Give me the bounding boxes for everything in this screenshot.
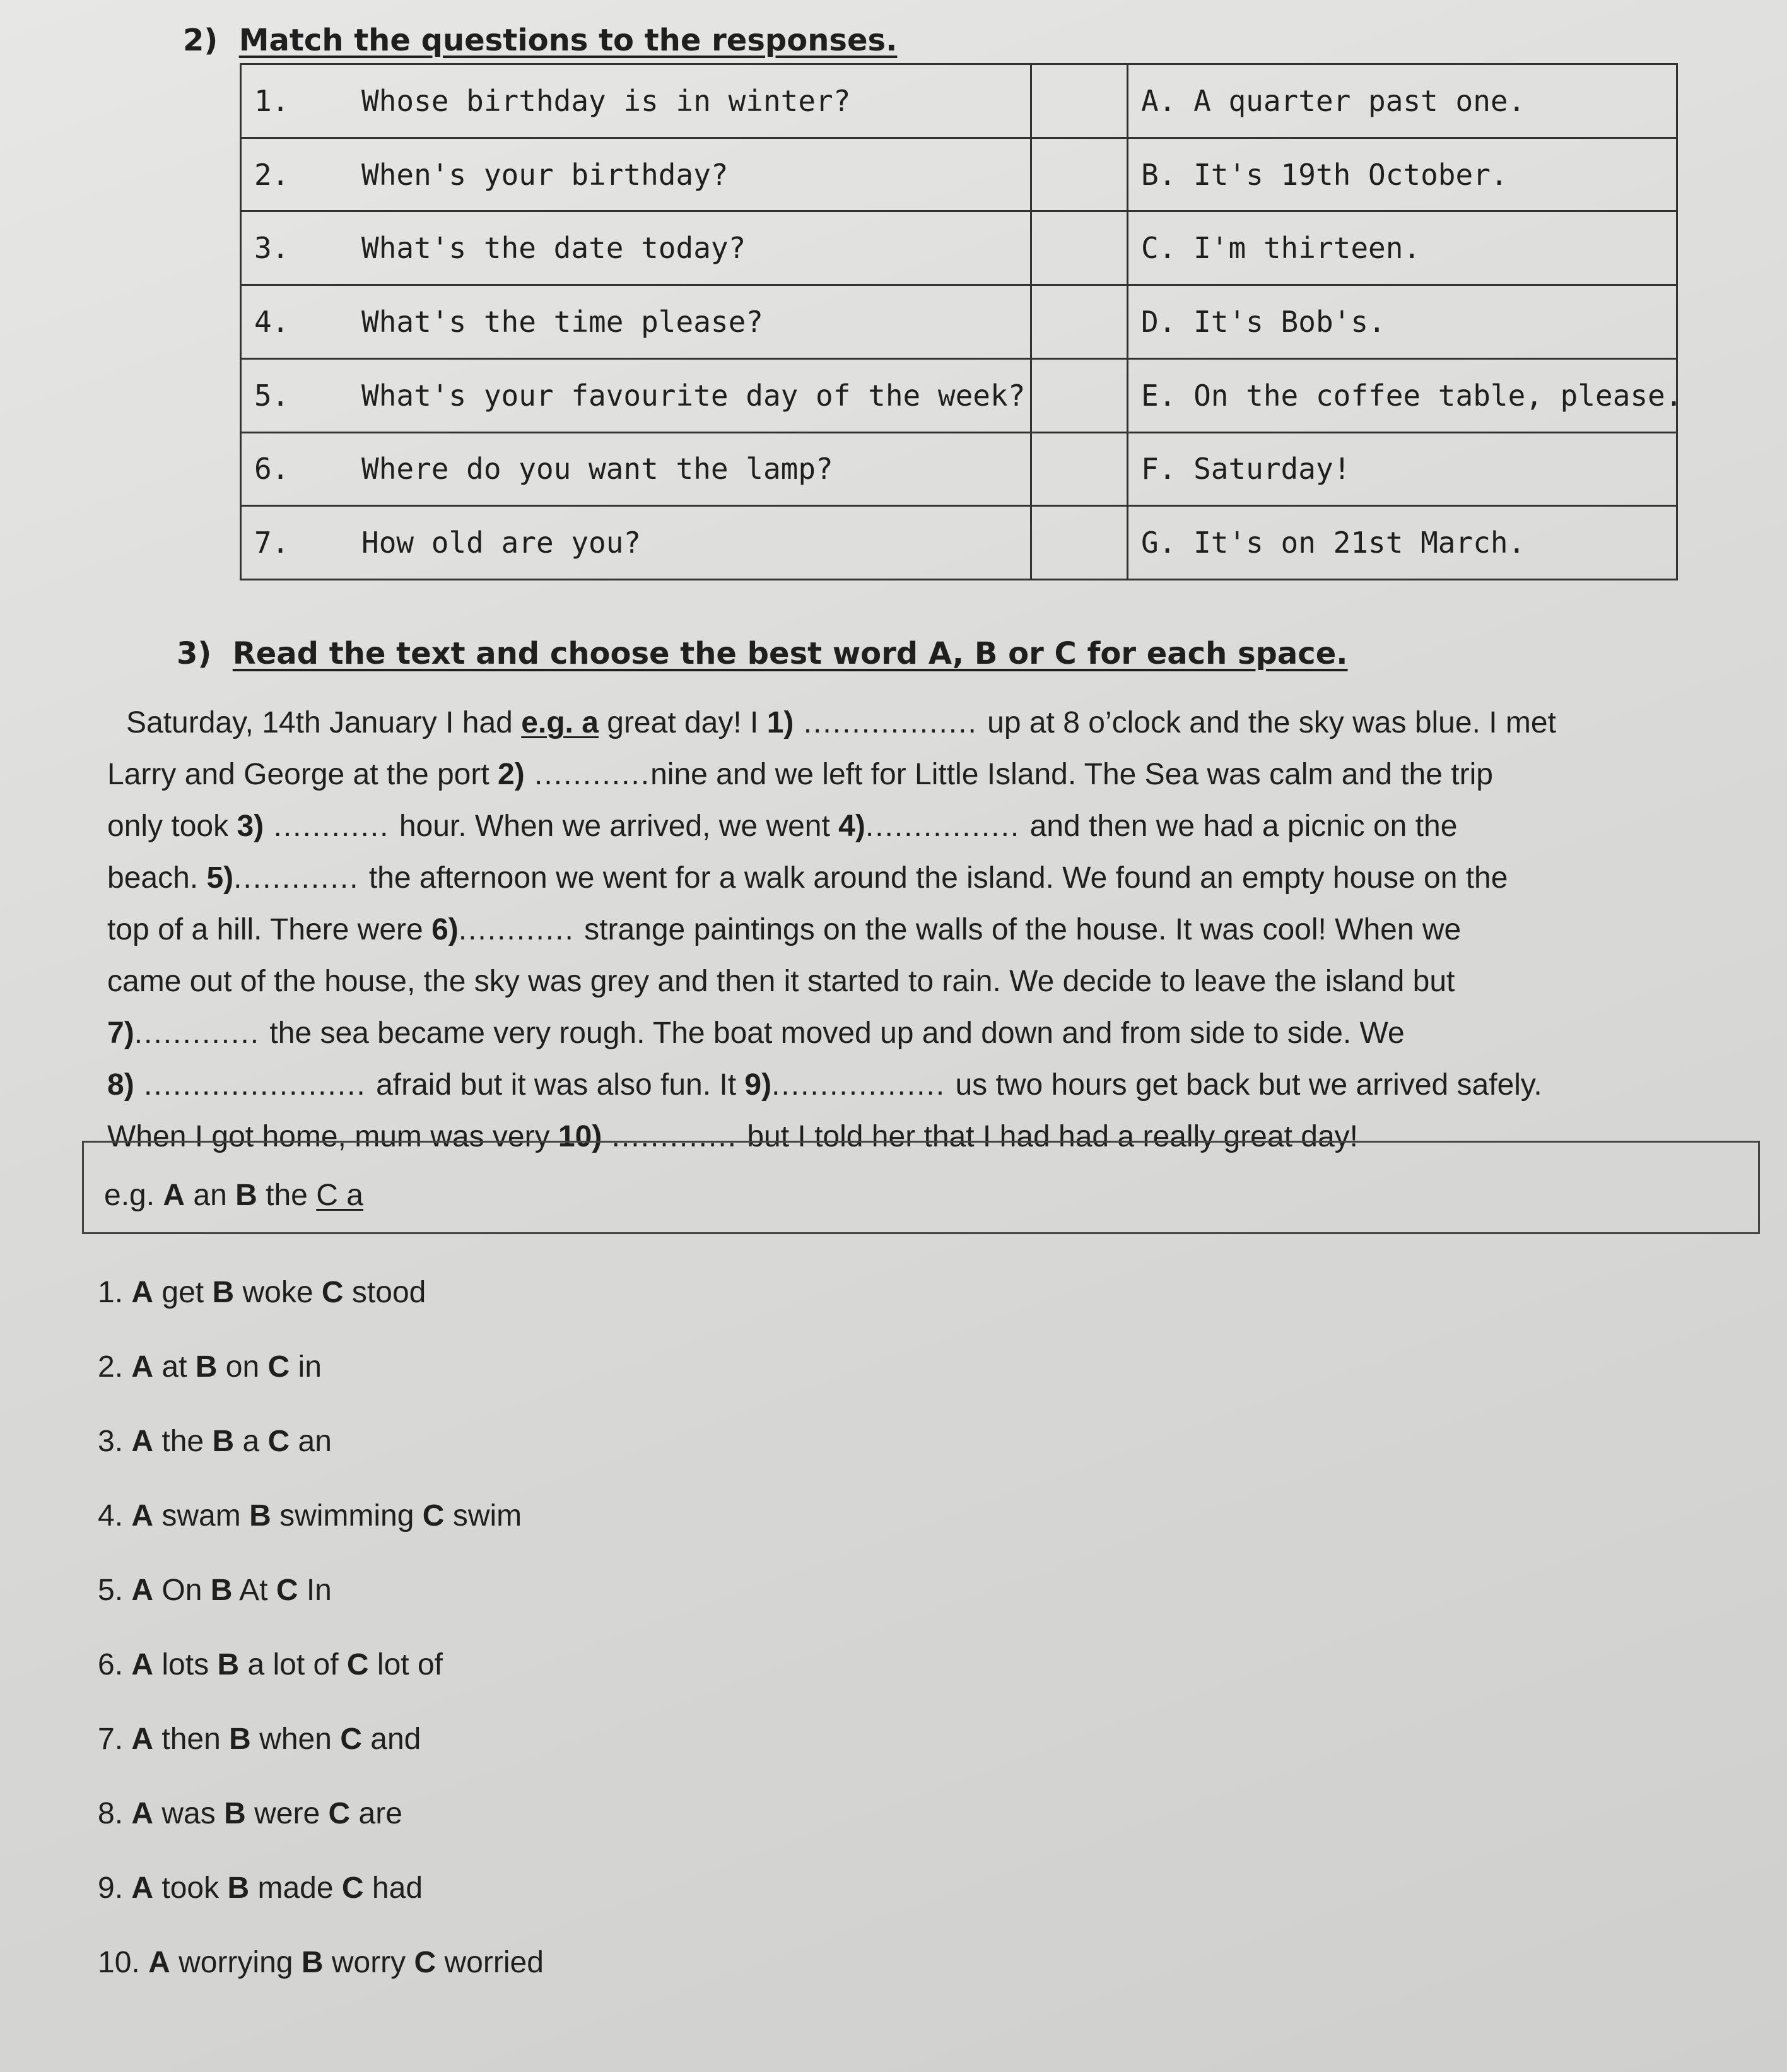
- gap-number: 7): [107, 1016, 134, 1050]
- spacer: [153, 1722, 161, 1756]
- answer-options-list: [98, 1256, 544, 2000]
- option-row: [98, 1628, 544, 1702]
- question-cell: [241, 138, 1031, 211]
- spacer: [323, 1946, 331, 1979]
- passage-text: great day! I: [598, 706, 767, 739]
- spacer: [339, 1648, 347, 1681]
- option-number: 10.: [98, 1946, 149, 1979]
- option-letter-b: B: [195, 1350, 218, 1384]
- option-b: swimming: [279, 1499, 414, 1533]
- spacer: [234, 1425, 242, 1458]
- question-number: 3.: [254, 231, 290, 266]
- section-3-instruction: Read the text and choose the best word A, B or C for each space.: [232, 636, 1348, 671]
- passage-text: nine and we left for Little Island. The Sea was calm and the trip: [650, 758, 1493, 791]
- passage-text: us two hours get back but we arrived safely.: [955, 1068, 1542, 1102]
- spacer: [313, 1276, 322, 1309]
- example-box: [82, 1141, 1760, 1234]
- response-cell: F. Saturday!: [1128, 432, 1677, 506]
- question-number: 1.: [254, 83, 290, 118]
- gap-blank: .............: [233, 861, 369, 895]
- answer-box[interactable]: [1031, 211, 1128, 285]
- question-text: Whose birthday is in winter?: [361, 83, 851, 118]
- match-row: [241, 64, 1677, 138]
- gap-number: 9): [744, 1068, 772, 1102]
- passage-text: but I told her that I had had a really great day!: [747, 1120, 1358, 1153]
- option-c: lot of: [377, 1648, 443, 1681]
- spacer: [259, 1350, 267, 1384]
- section-3-heading: [177, 636, 1348, 671]
- passage-line: [107, 1008, 1722, 1059]
- option-letter-c: C: [341, 1871, 364, 1905]
- gap-blank: .............: [602, 1120, 747, 1153]
- option-letter-c: C: [267, 1350, 290, 1384]
- option-c: an: [298, 1425, 332, 1458]
- option-letter-a: A: [131, 1499, 154, 1533]
- spacer: [364, 1871, 372, 1905]
- gap-blank: ............: [458, 913, 585, 946]
- match-row: [241, 432, 1677, 506]
- option-letter-c: C: [422, 1499, 445, 1533]
- option-c: had: [372, 1871, 423, 1905]
- answer-box[interactable]: [1031, 138, 1128, 211]
- answer-box[interactable]: [1031, 64, 1128, 138]
- passage-text: hour. When we arrived, we went: [399, 809, 839, 843]
- spacer: [153, 1276, 161, 1309]
- passage-text: the sea became very rough. The boat moved up and down and from side to side. We: [269, 1016, 1405, 1050]
- option-b: woke: [242, 1276, 313, 1309]
- option-letter-b: B: [229, 1722, 251, 1756]
- spacer: [290, 1350, 298, 1384]
- option-letter-b: B: [224, 1797, 246, 1830]
- spacer: [170, 1946, 179, 1979]
- gap-blank: ................: [865, 809, 1030, 843]
- option-a: worrying: [179, 1946, 293, 1979]
- option-row: [98, 1553, 544, 1628]
- spacer: [251, 1722, 259, 1756]
- passage-text: Larry and George at the port: [107, 758, 498, 791]
- question-text: Where do you want the lamp?: [361, 452, 833, 486]
- option-c: In: [306, 1574, 332, 1607]
- option-letter-c: C: [328, 1797, 351, 1830]
- option-letter-a: A: [131, 1797, 154, 1830]
- option-c: and: [370, 1722, 421, 1756]
- option-b: made: [257, 1871, 334, 1905]
- question-text: What's the time please?: [361, 304, 763, 339]
- spacer: [350, 1797, 358, 1830]
- option-b: a: [242, 1425, 260, 1458]
- option-number: 7.: [98, 1722, 132, 1756]
- spacer: [187, 1350, 195, 1384]
- question-cell: [241, 64, 1031, 138]
- option-row: [98, 1777, 544, 1851]
- spacer: [249, 1871, 257, 1905]
- option-a: swam: [161, 1499, 241, 1533]
- option-letter-c: C: [276, 1574, 298, 1607]
- question-text: What's your favourite day of the week?: [361, 378, 1026, 413]
- option-letter-a: A: [131, 1276, 154, 1309]
- option-a: lots: [161, 1648, 209, 1681]
- spacer: [362, 1722, 370, 1756]
- spacer: [209, 1648, 217, 1681]
- option-a: then: [161, 1722, 221, 1756]
- gap-blank: .......................: [134, 1068, 377, 1102]
- match-row: [241, 211, 1677, 285]
- passage-text: the afternoon we went for a walk around the island. We found an empty house on the: [368, 861, 1508, 895]
- example-option-a: an: [185, 1179, 236, 1212]
- option-a: at: [161, 1350, 187, 1384]
- spacer: [153, 1425, 161, 1458]
- spacer: [153, 1648, 161, 1681]
- option-letter-c: C: [321, 1276, 344, 1309]
- example-answer-c: C a: [316, 1179, 363, 1212]
- option-letter-a: A: [131, 1350, 154, 1384]
- question-text: What's the date today?: [361, 231, 746, 266]
- match-row: [241, 285, 1677, 359]
- option-row: [98, 1479, 544, 1553]
- passage-text: and then we had a picnic on the: [1029, 809, 1458, 843]
- answer-box[interactable]: [1031, 506, 1128, 580]
- spacer: [234, 1276, 242, 1309]
- option-b: a lot of: [247, 1648, 339, 1681]
- option-b: were: [254, 1797, 320, 1830]
- spacer: [414, 1499, 422, 1533]
- option-number: 4.: [98, 1499, 132, 1533]
- option-row: [98, 1256, 544, 1330]
- spacer: [232, 1574, 239, 1607]
- spacer: [290, 1425, 298, 1458]
- spacer: [332, 1722, 340, 1756]
- spacer: [298, 1574, 307, 1607]
- spacer: [153, 1574, 161, 1607]
- spacer: [202, 1574, 210, 1607]
- gap-number: 2): [498, 758, 525, 791]
- matching-table: [240, 63, 1683, 580]
- passage-line: [107, 749, 1722, 801]
- gap-blank: ............: [264, 809, 399, 843]
- spacer: [241, 1499, 249, 1533]
- option-a: get: [161, 1276, 204, 1309]
- option-row: [98, 1926, 544, 2000]
- gap-blank: ..................: [794, 706, 988, 739]
- spacer: [320, 1797, 328, 1830]
- spacer: [216, 1797, 224, 1830]
- spacer: [239, 1648, 247, 1681]
- passage-line: [107, 852, 1722, 904]
- option-row: [98, 1702, 544, 1777]
- section-2-heading: [183, 23, 897, 58]
- gap-blank: .............: [134, 1016, 270, 1050]
- question-cell: [241, 285, 1031, 359]
- passage-text: top of a hill. There were: [107, 913, 432, 946]
- option-letter-a: A: [131, 1722, 154, 1756]
- option-letter-c: C: [346, 1648, 369, 1681]
- passage-line: [107, 904, 1722, 956]
- spacer: [217, 1350, 225, 1384]
- spacer: [153, 1797, 161, 1830]
- option-a: took: [161, 1871, 220, 1905]
- example-letter-b: B: [235, 1179, 257, 1212]
- section-3-number: 3): [177, 636, 212, 671]
- passage-text: Saturday, 14th January I had: [126, 706, 522, 739]
- answer-box[interactable]: [1031, 358, 1128, 432]
- question-number: 7.: [254, 526, 290, 560]
- passage-line: [107, 801, 1722, 852]
- option-letter-a: A: [131, 1871, 154, 1905]
- option-number: 1.: [98, 1276, 132, 1309]
- question-number: 4.: [254, 304, 290, 339]
- example-prefix: e.g.: [104, 1179, 163, 1212]
- question-cell: [241, 432, 1031, 506]
- question-cell: [241, 506, 1031, 580]
- option-c: swim: [452, 1499, 522, 1533]
- option-number: 8.: [98, 1797, 132, 1830]
- question-number: 6.: [254, 452, 290, 486]
- gap-number: 8): [107, 1068, 134, 1102]
- gap-blank: ..................: [771, 1068, 956, 1102]
- option-c: stood: [351, 1276, 426, 1309]
- response-cell: C. I'm thirteen.: [1128, 211, 1677, 285]
- spacer: [246, 1797, 254, 1830]
- spacer: [406, 1946, 414, 1979]
- answer-box[interactable]: [1031, 432, 1128, 506]
- passage-line: [107, 697, 1722, 749]
- passage-text: beach.: [107, 861, 207, 895]
- gap-number: 3): [237, 809, 264, 843]
- answer-box[interactable]: [1031, 285, 1128, 359]
- spacer: [204, 1276, 212, 1309]
- option-letter-b: B: [249, 1499, 271, 1533]
- option-letter-c: C: [340, 1722, 362, 1756]
- passage-text: strange paintings on the walls of the house. It was cool! When we: [584, 913, 1462, 946]
- spacer: [153, 1871, 161, 1905]
- passage-text: afraid but it was also fun. It: [376, 1068, 745, 1102]
- match-row: [241, 506, 1677, 580]
- option-b: At: [239, 1574, 268, 1607]
- spacer: [334, 1871, 342, 1905]
- option-letter-b: B: [227, 1871, 250, 1905]
- option-a: On: [161, 1574, 202, 1607]
- match-row: [241, 138, 1677, 211]
- option-c: are: [358, 1797, 402, 1830]
- response-cell: A. A quarter past one.: [1128, 64, 1677, 138]
- example-option-b: the: [257, 1179, 317, 1212]
- option-letter-c: C: [267, 1425, 290, 1458]
- option-letter-a: A: [148, 1946, 170, 1979]
- question-text: How old are you?: [361, 526, 642, 560]
- example-answer: e.g. a: [521, 706, 599, 739]
- option-number: 6.: [98, 1648, 132, 1681]
- response-cell: G. It's on 21st March.: [1128, 506, 1677, 580]
- option-b: on: [225, 1350, 260, 1384]
- option-a: the: [161, 1425, 204, 1458]
- spacer: [219, 1871, 227, 1905]
- option-number: 9.: [98, 1871, 132, 1905]
- spacer: [271, 1499, 279, 1533]
- option-number: 5.: [98, 1574, 132, 1607]
- spacer: [259, 1425, 267, 1458]
- question-number: 2.: [254, 157, 290, 192]
- option-letter-c: C: [414, 1946, 436, 1979]
- option-letter-a: A: [131, 1574, 154, 1607]
- gap-number: 10): [558, 1120, 602, 1153]
- section-2-instruction: Match the questions to the responses.: [238, 23, 898, 58]
- option-b: worry: [331, 1946, 406, 1979]
- spacer: [153, 1499, 161, 1533]
- gap-blank: ............: [524, 758, 651, 791]
- gap-number: 5): [206, 861, 234, 895]
- gap-number: 4): [838, 809, 865, 843]
- option-row: [98, 1330, 544, 1404]
- spacer: [436, 1946, 444, 1979]
- option-number: 3.: [98, 1425, 132, 1458]
- option-c: worried: [444, 1946, 544, 1979]
- response-cell: E. On the coffee table, please.: [1128, 358, 1677, 432]
- spacer: [293, 1946, 301, 1979]
- option-row: [98, 1404, 544, 1479]
- option-letter-b: B: [212, 1425, 235, 1458]
- spacer: [267, 1574, 276, 1607]
- question-number: 5.: [254, 378, 290, 413]
- option-a: was: [161, 1797, 216, 1830]
- passage-line: [107, 956, 1722, 1008]
- option-c: in: [298, 1350, 322, 1384]
- spacer: [204, 1425, 212, 1458]
- gap-number: 1): [766, 706, 794, 739]
- question-cell: [241, 358, 1031, 432]
- option-letter-b: B: [301, 1946, 324, 1979]
- spacer: [221, 1722, 229, 1756]
- gap-number: 6): [431, 913, 459, 946]
- section-2-number: 2): [183, 23, 218, 58]
- option-row: [98, 1851, 544, 1926]
- passage-text: up at 8 o’clock and the sky was blue. I met: [987, 706, 1556, 739]
- option-letter-b: B: [212, 1276, 235, 1309]
- option-letter-b: B: [217, 1648, 240, 1681]
- option-b: when: [259, 1722, 332, 1756]
- response-cell: B. It's 19th October.: [1128, 138, 1677, 211]
- passage-text: came out of the house, the sky was grey and then it started to rain. We decide to leave the island but: [107, 965, 1455, 998]
- match-row: [241, 358, 1677, 432]
- spacer: [344, 1276, 352, 1309]
- spacer: [444, 1499, 452, 1533]
- option-number: 2.: [98, 1350, 132, 1384]
- passage-line: [107, 1059, 1722, 1111]
- option-letter-a: A: [131, 1648, 154, 1681]
- spacer: [153, 1350, 161, 1384]
- response-cell: D. It's Bob's.: [1128, 285, 1677, 359]
- spacer: [369, 1648, 377, 1681]
- option-letter-b: B: [210, 1574, 233, 1607]
- passage-text: When I got home, mum was very: [107, 1120, 558, 1153]
- question-cell: [241, 211, 1031, 285]
- question-text: When's your birthday?: [361, 157, 729, 192]
- option-letter-a: A: [131, 1425, 154, 1458]
- example-letter-a: A: [163, 1179, 185, 1212]
- passage-text: only took: [107, 809, 237, 843]
- reading-passage: [107, 697, 1722, 1163]
